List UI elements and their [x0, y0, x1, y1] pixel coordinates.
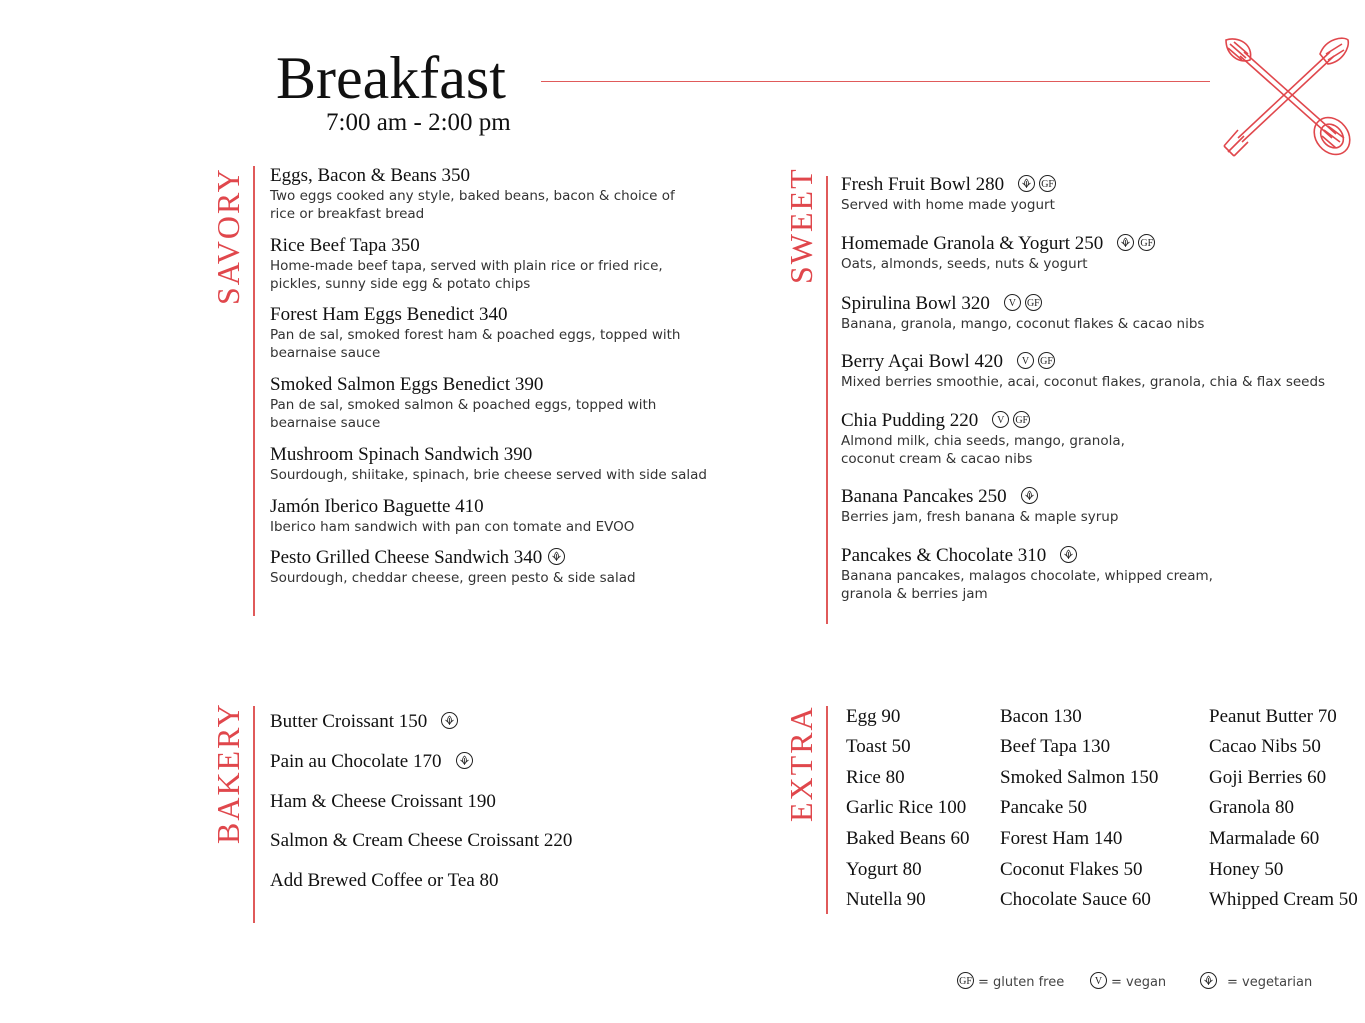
extra-item: Bacon 130	[1000, 706, 1082, 727]
item-description: coconut cream & cacao nibs	[841, 451, 1033, 467]
vegetarian-leaf-icon	[1060, 546, 1077, 563]
vegan-badge: V	[992, 411, 1009, 428]
extra-item: Pancake 50	[1000, 797, 1088, 818]
sweet-item	[841, 545, 1213, 603]
extra-item: Marmalade 60	[1209, 828, 1320, 849]
item-description: Iberico ham sandwich with pan con tomate and EVOO	[270, 519, 635, 535]
item-description: Mixed berries smoothie, acai, coconut flakes, granola, chia & flax seeds	[841, 374, 1326, 390]
crossed-fork-spoon-icon	[1220, 34, 1354, 158]
vegan-badge: V	[1017, 352, 1034, 369]
item-name: Homemade Granola & Yogurt 250	[841, 233, 1104, 254]
item-name: Fresh Fruit Bowl 280	[841, 174, 1005, 195]
gluten-free-badge: GF	[1025, 294, 1042, 311]
service-hours: 7:00 am - 2:00 pm	[326, 109, 511, 136]
item-description: Banana, granola, mango, coconut flakes & cacao nibs	[841, 316, 1205, 332]
legend-text: = vegan	[1111, 975, 1167, 990]
bakery-item	[270, 751, 473, 773]
extra-item: Yogurt 80	[846, 859, 922, 880]
item-description: bearnaise sauce	[270, 345, 381, 361]
vegetarian-leaf-icon	[441, 712, 458, 729]
extra-item: Granola 80	[1209, 797, 1294, 818]
item-description: bearnaise sauce	[270, 415, 381, 431]
bakery-item: Ham & Cheese Croissant 190	[270, 791, 496, 812]
gluten-free-badge: GF	[1013, 411, 1030, 428]
savory-item	[270, 235, 663, 293]
item-name: Pain au Chocolate 170	[270, 751, 442, 772]
item-name: Forest Ham Eggs Benedict 340	[270, 304, 508, 325]
item-description: granola & berries jam	[841, 586, 988, 602]
item-description: pickles, sunny side egg & potato chips	[270, 276, 531, 292]
item-description: Sourdough, shiitake, spinach, brie cheese served with side salad	[270, 467, 707, 483]
vegetarian-leaf-icon	[456, 752, 473, 769]
item-name: Jamón Iberico Baguette 410	[270, 496, 484, 517]
extra-item: Toast 50	[846, 736, 911, 757]
item-name: Rice Beef Tapa 350	[270, 235, 420, 256]
vegetarian-leaf-icon	[1021, 487, 1038, 504]
item-description: Pan de sal, smoked forest ham & poached eggs, topped with	[270, 327, 681, 343]
sweet-item	[841, 410, 1125, 468]
legend-vegetarian	[1200, 974, 1312, 991]
item-name: Banana Pancakes 250	[841, 486, 1007, 507]
extra-item: Forest Ham 140	[1000, 828, 1123, 849]
item-name: Pesto Grilled Cheese Sandwich 340	[270, 547, 543, 568]
item-name: Smoked Salmon Eggs Benedict 390	[270, 374, 544, 395]
item-name: Berry Açai Bowl 420	[841, 351, 1004, 372]
savory-item	[270, 496, 634, 536]
item-name: Eggs, Bacon & Beans 350	[270, 165, 471, 186]
gluten-free-badge: GF	[1038, 352, 1055, 369]
savory-section-label: SAVORY	[210, 167, 246, 305]
extra-divider	[826, 706, 828, 914]
sweet-item	[841, 174, 1056, 214]
extra-item: Beef Tapa 130	[1000, 736, 1111, 757]
gluten-free-badge: GF	[1039, 175, 1056, 192]
legend-vegan	[1090, 974, 1166, 991]
item-description: Home-made beef tapa, served with plain rice or fried rice,	[270, 258, 663, 274]
extra-item: Goji Berries 60	[1209, 767, 1327, 788]
gluten-free-badge: GF	[1138, 234, 1155, 251]
legend-gluten-free	[957, 974, 1064, 991]
savory-item	[270, 444, 707, 484]
sweet-item	[841, 233, 1155, 273]
title-divider	[541, 81, 1210, 82]
item-description: Sourdough, cheddar cheese, green pesto & side salad	[270, 570, 636, 586]
extra-item: Smoked Salmon 150	[1000, 767, 1159, 788]
sweet-item	[841, 293, 1204, 333]
bakery-item: Salmon & Cream Cheese Croissant 220	[270, 830, 573, 851]
savory-item	[270, 304, 681, 362]
savory-item	[270, 374, 656, 432]
legend-text: = vegetarian	[1227, 975, 1313, 990]
vegetarian-leaf-icon	[1117, 234, 1134, 251]
gluten-free-badge: GF	[957, 972, 974, 989]
item-name: Mushroom Spinach Sandwich 390	[270, 444, 533, 465]
sweet-item	[841, 351, 1325, 391]
extra-item: Whipped Cream 50	[1209, 889, 1358, 910]
savory-item	[270, 547, 636, 587]
extra-item: Chocolate Sauce 60	[1000, 889, 1151, 910]
item-description: rice or breakfast bread	[270, 206, 425, 222]
legend-text: = gluten free	[978, 975, 1065, 990]
item-description: Oats, almonds, seeds, nuts & yogurt	[841, 256, 1088, 272]
extra-section-label: EXTRA	[783, 705, 819, 822]
item-description: Served with home made yogurt	[841, 197, 1055, 213]
item-name: Pancakes & Chocolate 310	[841, 545, 1047, 566]
bakery-item	[270, 711, 458, 733]
savory-divider	[253, 166, 255, 616]
savory-item	[270, 165, 675, 223]
item-name: Spirulina Bowl 320	[841, 293, 990, 314]
extra-item: Peanut Butter 70	[1209, 706, 1337, 727]
item-name: Butter Croissant 150	[270, 711, 428, 732]
extra-item: Rice 80	[846, 767, 905, 788]
item-name: Chia Pudding 220	[841, 410, 979, 431]
extra-item: Egg 90	[846, 706, 901, 727]
vegetarian-leaf-icon	[548, 548, 565, 565]
item-description: Almond milk, chia seeds, mango, granola,	[841, 433, 1125, 449]
item-description: Two eggs cooked any style, baked beans, bacon & choice of	[270, 188, 675, 204]
item-description: Banana pancakes, malagos chocolate, whipped cream,	[841, 568, 1213, 584]
vegan-badge: V	[1090, 972, 1107, 989]
extra-item: Honey 50	[1209, 859, 1284, 880]
extra-item: Coconut Flakes 50	[1000, 859, 1143, 880]
extra-item: Cacao Nibs 50	[1209, 736, 1321, 757]
sweet-divider	[826, 176, 828, 624]
extra-item: Nutella 90	[846, 889, 926, 910]
menu-title: Breakfast	[276, 45, 506, 111]
bakery-section-label: BAKERY	[210, 702, 246, 844]
sweet-section-label: SWEET	[783, 167, 819, 284]
vegetarian-leaf-icon	[1200, 972, 1217, 989]
sweet-item	[841, 486, 1118, 526]
extra-item: Garlic Rice 100	[846, 797, 967, 818]
extra-item: Baked Beans 60	[846, 828, 970, 849]
vegetarian-leaf-icon	[1018, 175, 1035, 192]
bakery-divider	[253, 706, 255, 923]
vegan-badge: V	[1004, 294, 1021, 311]
item-description: Pan de sal, smoked salmon & poached eggs, topped with	[270, 397, 657, 413]
bakery-item: Add Brewed Coffee or Tea 80	[270, 870, 499, 891]
item-description: Berries jam, fresh banana & maple syrup	[841, 509, 1119, 525]
